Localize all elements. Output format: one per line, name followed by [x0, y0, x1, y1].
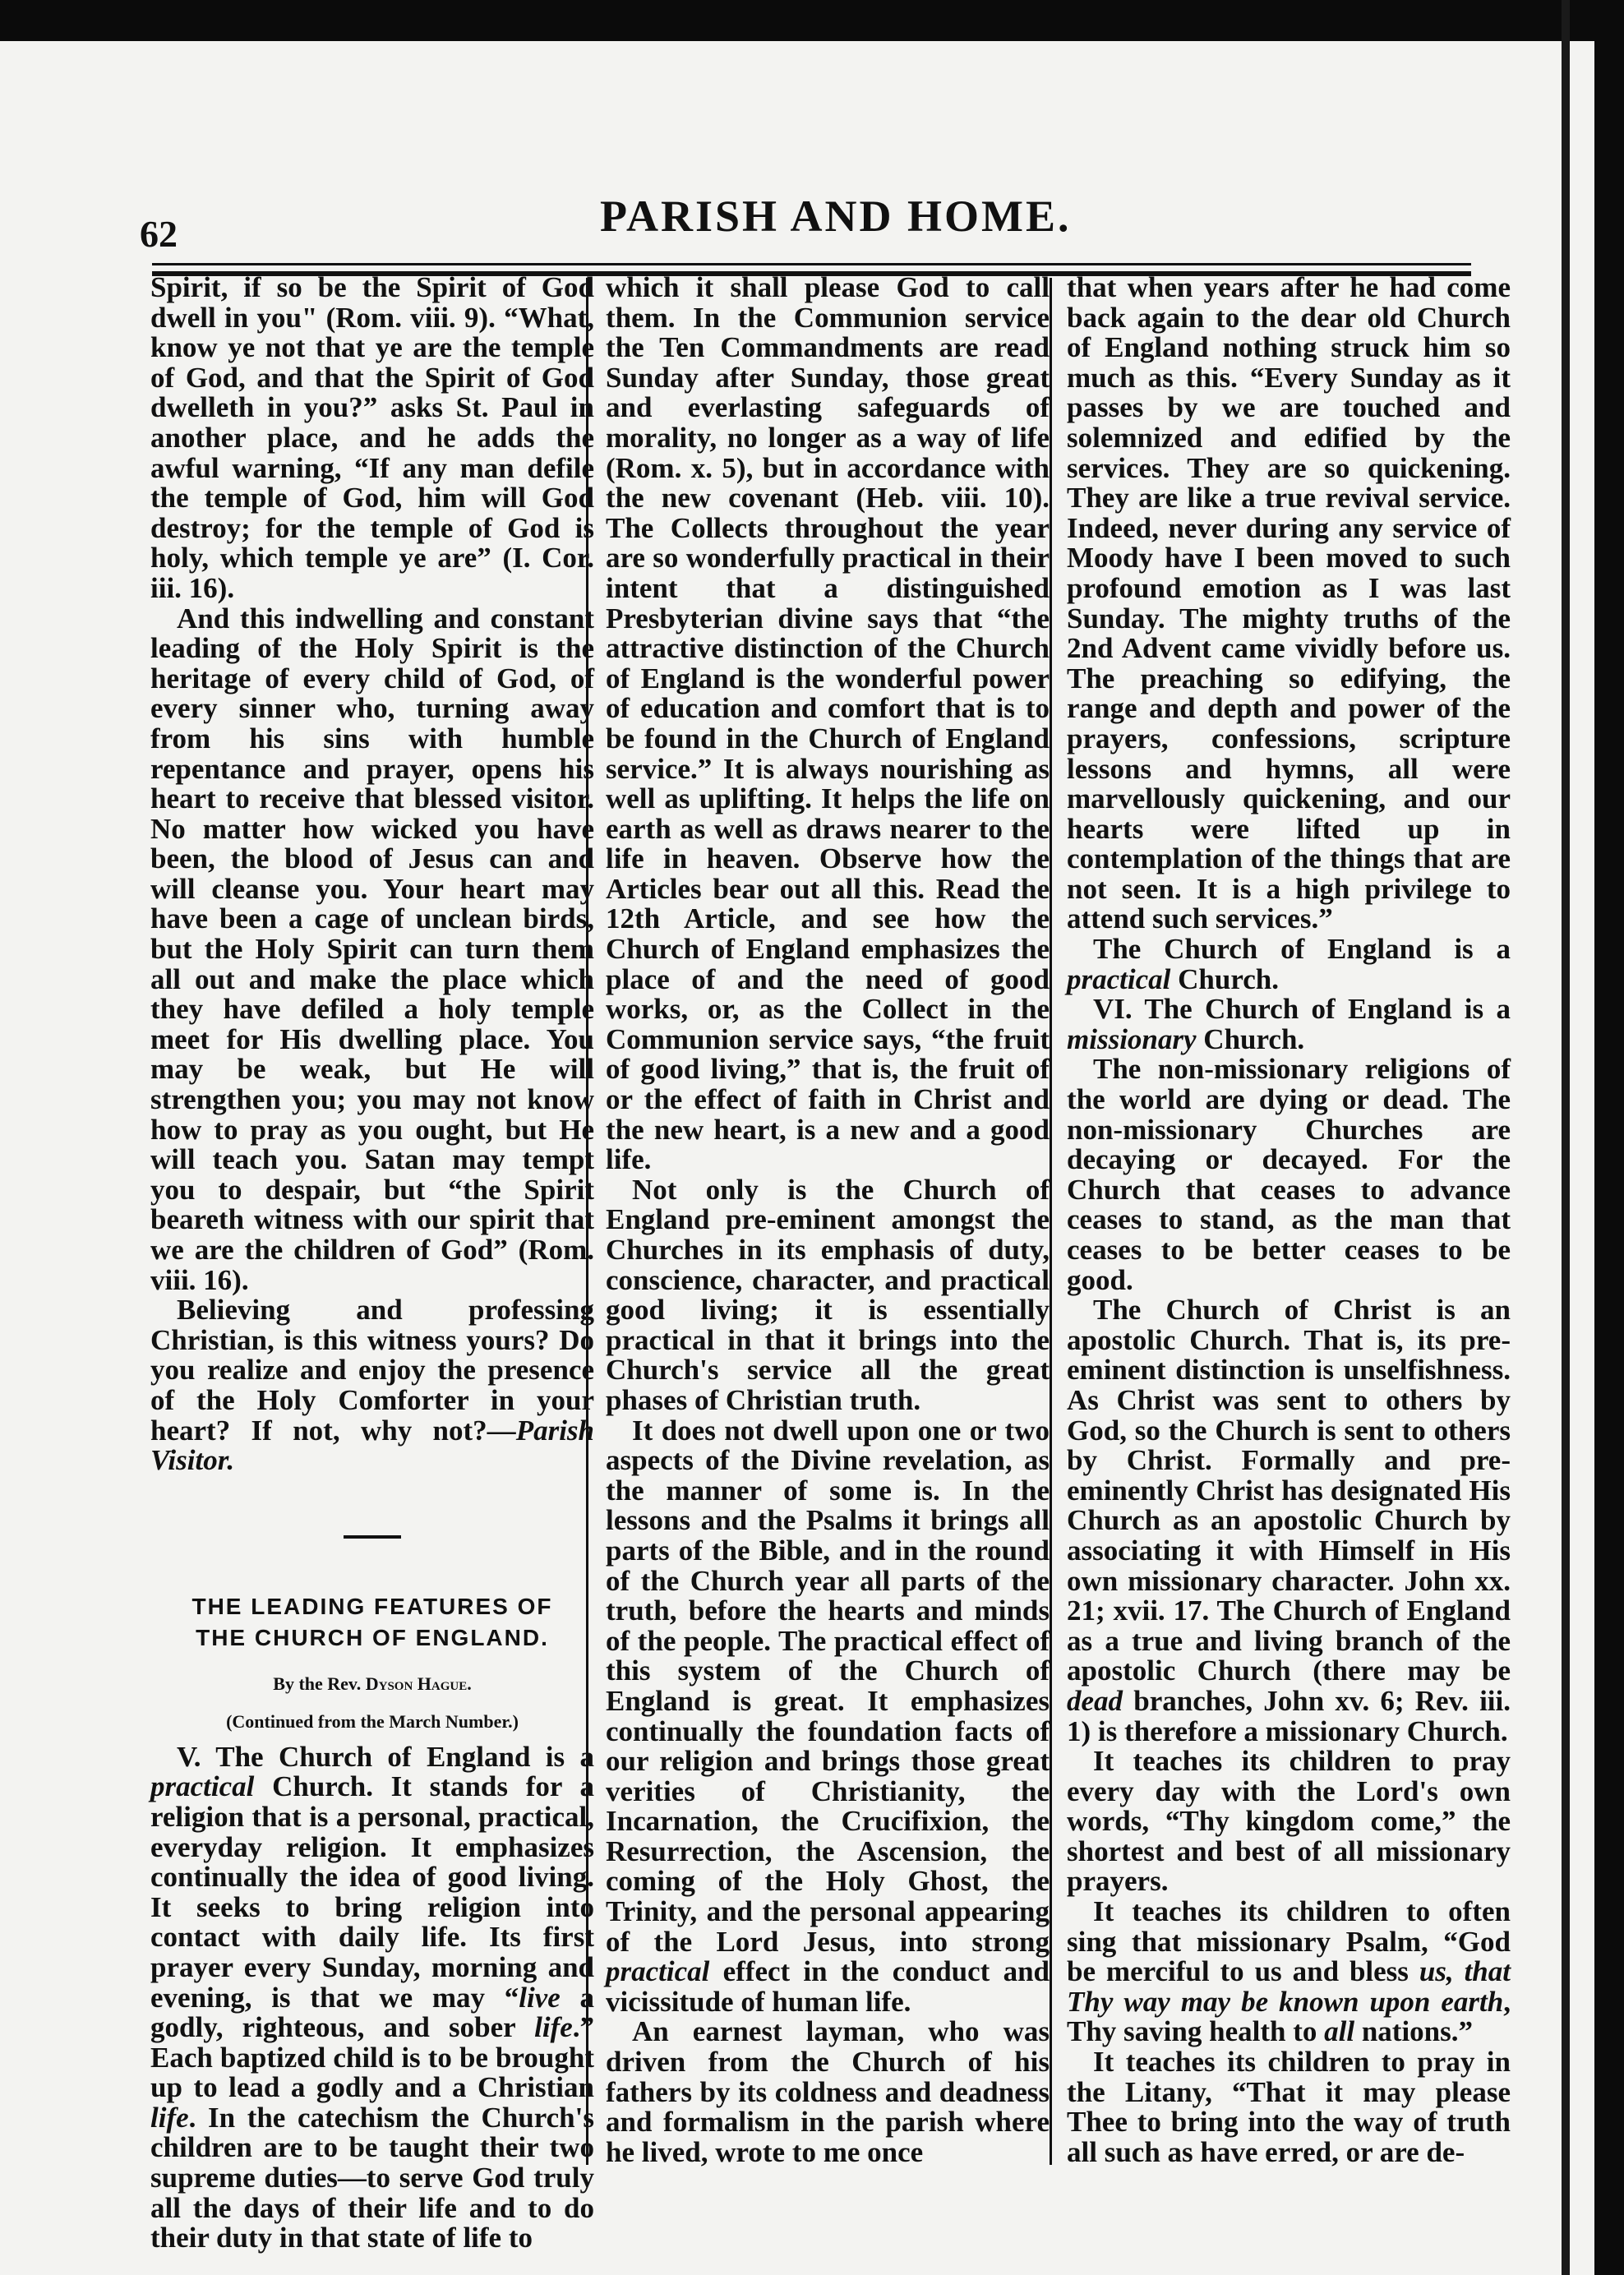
paragraph: It teaches its children to pray every day with the Lord's own words, “Thy kingdom come,” the shortest and best of all missionary prayers.: [1067, 1745, 1511, 1898]
scan-top-border: [0, 0, 1624, 41]
paragraph: And this indwelling and constant leading of the Holy Spirit is the heritage of every child of God, of every sinner who, turning away from his sins with humble repentance and prayer, opens his heart to receive that blessed visitor. No matter how wicked you have been, the blood of Jesus can and will cleanse you. Your heart may have been a cage of unclean birds, but the Holy Spirit can turn them all out and make the place which they have defiled a holy temple meet for His dwelling place. You may be weak, but He will strengthen you; you may not know how to pray as you ought, but He will teach you. Satan may tempt you to despair, but “the Spirit beareth witness with our spirit that we are the children of God” (Rom. viii. 16).: [150, 602, 594, 1296]
paragraph: It teaches its children to often sing that missionary Psalm, “God be merciful to us and bless us, that Thy way may be known upon earth, Thy saving health to all nations.”: [1067, 1895, 1511, 2048]
paragraph: VI. The Church of England is a missionary Church.: [1067, 993, 1511, 1055]
scan-right-border: [1594, 0, 1624, 2275]
column-rule-right: [1050, 278, 1052, 2165]
byline: By the Rev. Dyson Hague.: [273, 1673, 472, 1694]
column-1: [150, 273, 594, 2254]
scan-page-edge: [1562, 0, 1570, 2275]
paragraph: Not only is the Church of England pre-eminent amongst the Churches in its emphasis of duty, conscience, character, and practical good living; it is essentially practical in that it brings into the Church's service all the great phases of Christian truth.: [606, 1173, 1050, 1416]
article-title: THE LEADING FEATURES OF THE CHURCH OF ENGLAND.: [191, 1593, 553, 1650]
paragraph: Believing and professing Christian, is this witness yours? Do you realize and enjoy the presence of the Holy Comforter in your heart? If not, why not?—Parish Visitor.: [150, 1294, 594, 1477]
header-rule-thin: [152, 263, 1471, 265]
author-name: Dyson Hague.: [365, 1673, 472, 1694]
paragraph: V. The Church of England is a practical Church. It stands for a religion that is a personal, practical, everyday religion. It emphasizes continually the idea of good living. It seeks to bring religion into contact with daily life. Its first prayer every Sunday, morning and evening, is that we may “live a godly, righteous, and sober life.” Each baptized child is to be brought up to lead a godly and a Christian life. In the catechism the Church's children are to be taught their two supreme duties—to serve God truly all the days of their life and to do their duty in that state of life to: [150, 1740, 594, 2254]
paragraph: that when years after he had come back again to the dear old Church of England nothing struck him so much as this. “Every Sunday as it passes by we are touched and solemnized and edified by the services. They are so quickening. They are like a true revival service. Indeed, never during any service of Moody have I been moved to such profound emotion as I was last Sunday. The mighty truths of the 2nd Advent came vividly before us. The preaching so edifying, the range and depth and power of the prayers, confessions, scripture lessons and hymns, all were marvellously quickening, and our hearts were lifted up in contemplation of the things that are not seen. It is a high privilege to attend such services.”: [1067, 271, 1511, 935]
paragraph: Spirit, if so be the Spirit of God dwell in you" (Rom. viii. 9). “What, know ye not that ye are the temple of God, and that the Spirit of God dwelleth in you?” asks St. Paul in another place, and he adds the awful warning, “If any man defile the temple of God, him will God destroy; for the temple of God is holy, which temple ye are” (I. Cor. iii. 16).: [150, 271, 594, 604]
paragraph: The Church of Christ is an apostolic Church. That is, its pre-eminent distinction is unselfishness. As Christ was sent to others by God, so the Church is sent to others by Christ. Formally and pre-eminently Christ has designated His Church as an apostolic Church by associating it with Himself in His own missionary character. John xx. 21; xvii. 17. The Church of England as a true and living branch of the apostolic Church (there may be dead branches, John xv. 6; Rev. iii. 1) is therefore a missionary Church.: [1067, 1294, 1511, 1747]
paragraph: The non-missionary religions of the world are dying or dead. The non-missionary Churches are decaying or decayed. For the Church that ceases to advance ceases to stand, as the man that ceases to be better ceases to be good.: [1067, 1053, 1511, 1296]
continued-note: (Continued from the March Number.): [226, 1710, 519, 1732]
paragraph: which it shall please God to call them. In the Communion service the Ten Commandments are read Sunday after Sunday, those great and everlasting safeguards of morality, no longer as a way of life (Rom. x. 5), but in accordance with the new covenant (Heb. viii. 10). The Collects throughout the year are so wonderfully practical in their intent that a distinguished Presbyterian divine says that “the attractive distinction of the Church of England is the wonderful power of education and comfort that is to be found in the Church of England service.” It is always nourishing as well as uplifting. It helps the life on earth as well as draws nearer to the life in heaven. Observe how the Articles bear out all this. Read the 12th Article, and see how the Church of England emphasizes the place of and the need of good works, or, as the Collect in the Communion service says, “the fruit of good living,” that is, the fruit of or the effect of faith in Christ and the new heart, is a new and a good life.: [606, 271, 1050, 1176]
column-2: [606, 273, 1050, 2167]
column-3: [1067, 273, 1511, 2167]
paragraph: The Church of England is a practical Church.: [1067, 933, 1511, 995]
paragraph: It teaches its children to pray in the Litany, “That it may please Thee to bring into the way of truth all such as have erred, or are de-: [1067, 2046, 1511, 2168]
paragraph: An earnest layman, who was driven from the Church of his fathers by its coldness and deadness and formalism in the parish where he lived, wrote to me once: [606, 2015, 1050, 2168]
paragraph: It does not dwell upon one or two aspects of the Divine revelation, as the manner of some is. In the lessons and the Psalms it brings all parts of the Bible, and in the round of the Church year all parts of the truth, before the hearts and minds of the people. The practical effect of this system of the Church of England is great. It emphasizes continually the foundation facts of our religion and brings those great verities of Christianity, the Incarnation, the Crucifixion, the Resurrection, the Ascension, the coming of the Holy Ghost, the Trinity, and the personal appearing of the Lord Jesus, into strong practical effect in the conduct and vicissitude of human life.: [606, 1414, 1050, 2018]
page-number: 62: [140, 213, 178, 255]
publication-title: PARISH AND HOME.: [600, 192, 1072, 241]
source-attribution: Parish Visitor.: [150, 1414, 594, 1477]
section-divider: [344, 1535, 401, 1539]
